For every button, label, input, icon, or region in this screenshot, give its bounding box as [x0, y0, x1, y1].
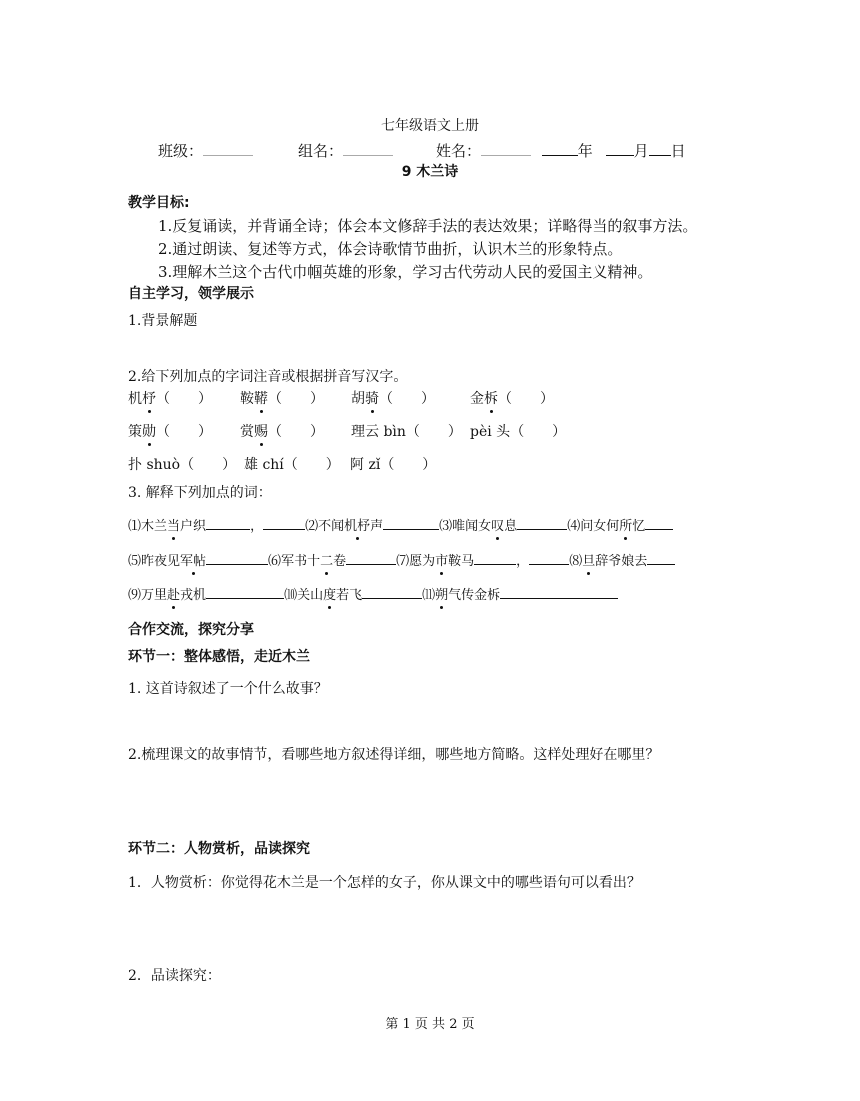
explain-row [128, 517, 673, 535]
pinyin-item: 金柝（ ） [470, 391, 554, 407]
year-blank[interactable] [542, 143, 578, 156]
lesson-title: 9 木兰诗 [401, 164, 459, 180]
explain-question: 3. 解释下列加点的词： [128, 485, 272, 501]
answer-blank[interactable] [500, 586, 618, 599]
answer-blank[interactable] [362, 586, 422, 599]
class-label: 班级： [158, 142, 204, 160]
answer-blank[interactable] [206, 552, 268, 565]
group-label: 组名： [298, 142, 344, 160]
day-blank[interactable] [649, 143, 671, 156]
page-footer: 第 1 页 共 2 页 [385, 1017, 475, 1032]
objective-item: 3.理解木兰这个古代巾帼英雄的形象，学习古代劳动人民的爱国主义精神。 [158, 263, 653, 281]
explain-item: ⑵不闻机杼声 [305, 519, 439, 534]
group-field [298, 142, 393, 160]
part1-question-1: 1. 这首诗叙述了一个什么故事？ [128, 681, 328, 697]
explain-item: ⑾朔气传金柝 [422, 588, 618, 603]
name-blank[interactable] [481, 143, 531, 156]
background-question: 1.背景解题 [128, 313, 198, 329]
explain-item: ⑼万里赴戎机 [128, 588, 284, 603]
answer-blank[interactable] [517, 517, 567, 530]
answer-blank[interactable] [647, 552, 675, 565]
answer-blank[interactable] [645, 517, 673, 530]
explain-item: ⑸昨夜见军帖 [128, 554, 268, 569]
pinyin-item: 雄 chí（ ） [244, 457, 340, 473]
explain-item: ⑷问女何所忆 [567, 519, 673, 534]
section2-heading: 合作交流，探究分享 [128, 622, 254, 638]
explain-item: ⑻旦辞爷娘去 [569, 554, 675, 569]
total-page-number: 2 [449, 1017, 458, 1032]
group-blank[interactable] [343, 143, 393, 156]
answer-blank[interactable] [346, 552, 396, 565]
pinyin-question: 2.给下列加点的字词注音或根据拼音写汉字。 [128, 369, 408, 385]
explain-row [128, 586, 618, 604]
objective-item: 1.反复诵读，并背诵全诗；体会本文修辞手法的表达效果；详略得当的叙事方法。 [158, 217, 698, 235]
doc-header-title: 七年级语文上册 [381, 118, 479, 134]
pinyin-item: 机杼（ ） [128, 391, 212, 407]
part2-heading: 环节二：人物赏析，品读探究 [128, 841, 310, 857]
class-blank[interactable] [203, 143, 253, 156]
explain-item: ⑹军书十二卷 [268, 554, 396, 569]
pinyin-item: 胡骑（ ） [351, 391, 435, 407]
current-page-number: 1 [402, 1017, 411, 1032]
answer-blank[interactable] [383, 517, 439, 530]
name-field [436, 142, 686, 160]
pinyin-item: 阿 zǐ（ ） [350, 457, 437, 473]
pinyin-item: 扑 shuò（ ） [128, 457, 237, 473]
pinyin-item: pèi 头（ ） [470, 424, 567, 440]
pinyin-item: 策勋（ ） [128, 424, 212, 440]
answer-blank[interactable] [206, 586, 284, 599]
year-label: 年 [577, 142, 593, 160]
part2-question-1: 1．人物赏析：你觉得花木兰是一个怎样的女子，你从课文中的哪些语句可以看出？ [128, 875, 641, 891]
explain-item: ⑺愿为市鞍马 ， [396, 554, 569, 569]
part1-question-2: 2.梳理课文的故事情节，看哪些地方叙述得详细，哪些地方简略。这样处理好在哪里？ [128, 747, 660, 763]
pinyin-item: 鞍鞯（ ） [240, 391, 324, 407]
name-label: 姓名： [436, 142, 482, 160]
objectives-heading: 教学目标: [128, 195, 190, 211]
month-blank[interactable] [606, 143, 634, 156]
pinyin-item: 赏赐（ ） [240, 424, 324, 440]
explain-item: ⑴木兰当户织 ， [128, 519, 305, 534]
pinyin-item: 理云 bìn（ ） [351, 424, 462, 440]
explain-row [128, 552, 675, 570]
explain-item: ⑽关山度若飞 [284, 588, 422, 603]
objective-item: 2.通过朗读、复述等方式，体会诗歌情节曲折，认识木兰的形象特点。 [158, 240, 623, 258]
section1-heading: 自主学习，领学展示 [128, 286, 254, 302]
part2-question-2: 2．品读探究： [128, 968, 221, 984]
answer-blank[interactable] [263, 517, 305, 530]
part1-heading: 环节一：整体感悟，走近木兰 [128, 649, 310, 665]
class-field [158, 142, 253, 160]
explain-item: ⑶唯闻女叹息 [439, 519, 567, 534]
day-label: 日 [670, 142, 686, 160]
answer-blank[interactable] [206, 517, 250, 530]
answer-blank[interactable] [529, 552, 569, 565]
answer-blank[interactable] [474, 552, 516, 565]
month-label: 月 [633, 142, 649, 160]
